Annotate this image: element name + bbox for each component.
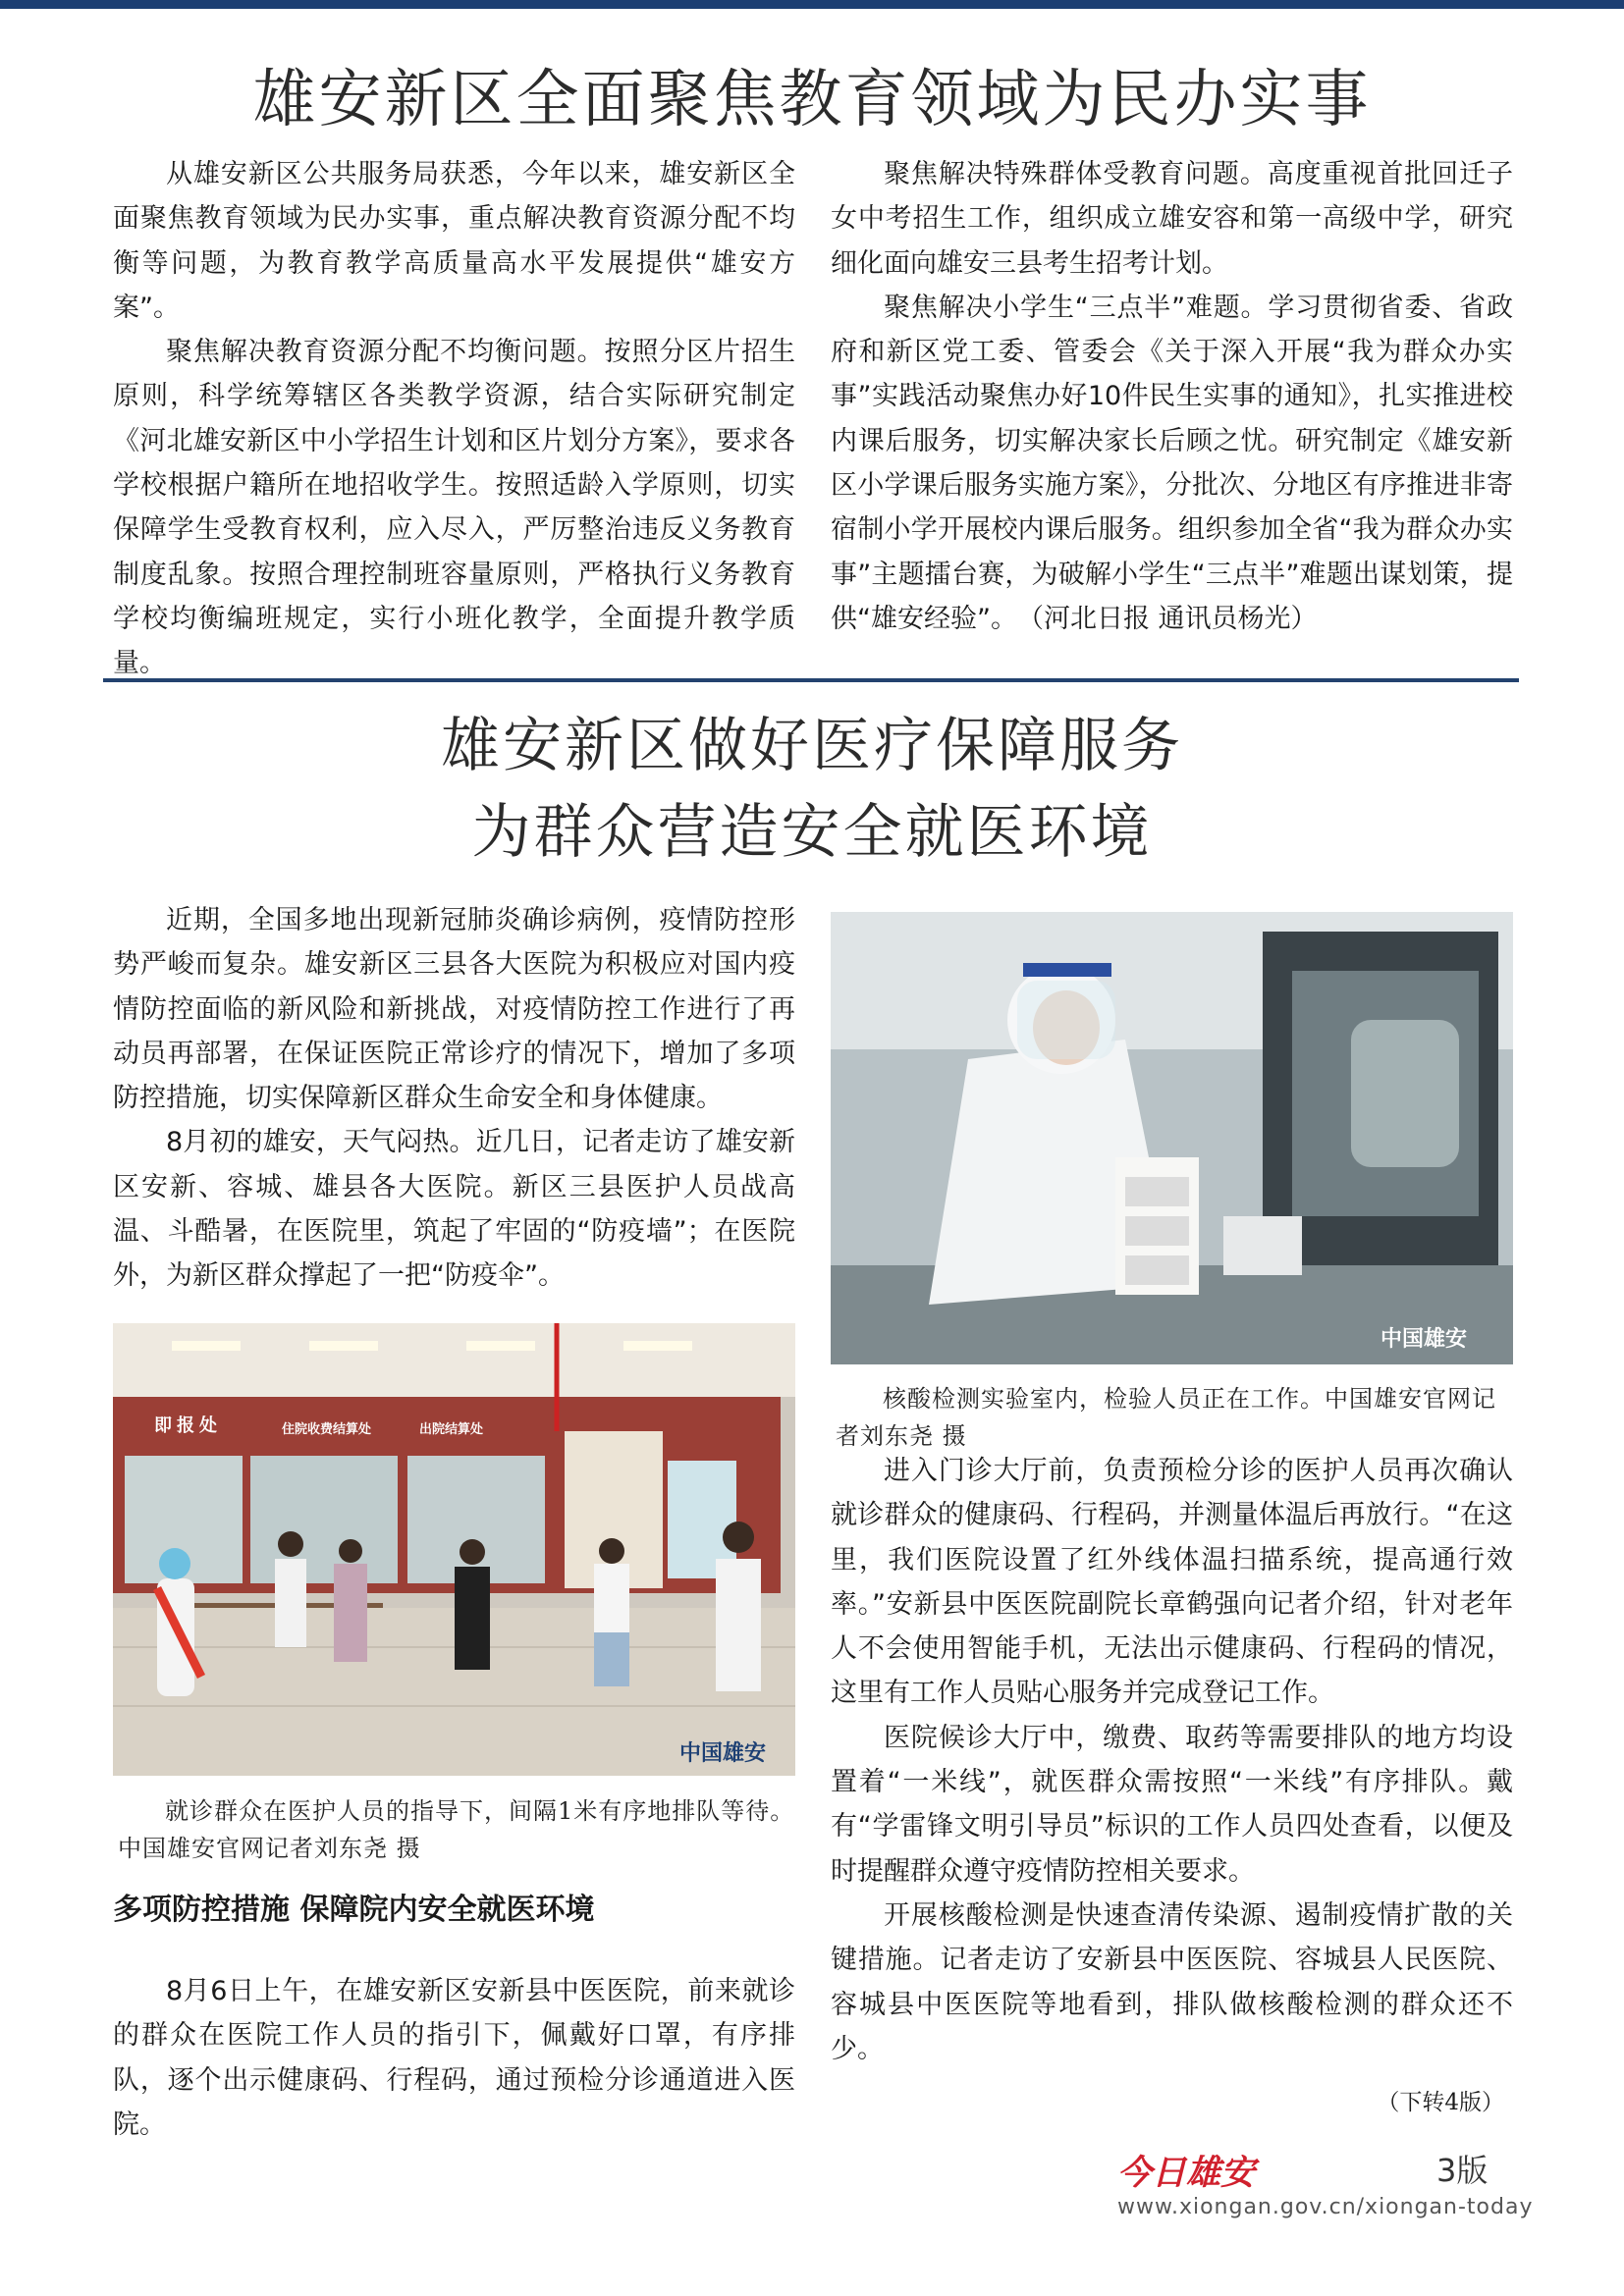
paragraph: 聚焦解决小学生“三点半”难题。学习贯彻省委、省政府和新区党工委、管委会《关于深入开展“我为群众办实事”实践活动聚焦办好10件民生实事的通知》，扎实推进校内课后服务，切实解决家长后顾之忧。研究制定《雄安新区小学课后服务实施方案》，分批次、分地区有序推进非寄宿制小学开展校内课后服务。组织参加全省“我为群众办实事”主题擂台赛，为破解小学生“三点半”难题出谋划策，提供“雄安经验”。 （河北日报 通讯员杨光）: [831, 292, 1513, 634]
article1-right-column: [831, 152, 1513, 641]
paragraph: 从雄安新区公共服务局获悉，今年以来，雄安新区全面聚焦教育领域为民办实事，重点解决教育资源分配不均衡等问题，为教育教学高质量高水平发展提供“雄安方案”。: [113, 159, 795, 323]
article2-left-column-bottom: [113, 1969, 795, 2147]
photo-caption: 就诊群众在医护人员的指导下，间隔1米有序地排队等待。中国雄安官网记者刘东尧 摄: [118, 1797, 795, 1862]
site-url[interactable]: www.xiongan.gov.cn/xiongan-today: [1117, 2195, 1534, 2219]
article2-left-column-top: [113, 898, 795, 1299]
photo-watermark: 中国雄安: [1380, 1326, 1468, 1351]
publication-logo: 今日雄安: [1117, 2153, 1256, 2193]
paragraph: 开展核酸检测是快速查清传染源、遏制疫情扩散的关键措施。记者走访了安新县中医医院、容城县人民医院、容城县中医医院等地看到，排队做核酸检测的群众还不少。: [831, 1899, 1513, 2064]
page-number: 3版: [1436, 2152, 1489, 2189]
photo-sign: 出院结算处: [419, 1421, 484, 1436]
paragraph: 聚焦解决特殊群体受教育问题。高度重视首批回迁子女中考招生工作，组织成立雄安容和第一高级中学，研究细化面向雄安三县考生招考计划。: [831, 159, 1513, 279]
photo-sign: 即 报 处: [154, 1415, 218, 1435]
section-subheading: 多项防控措施 保障院内安全就医环境: [113, 1893, 595, 1927]
top-color-bar: [0, 0, 1624, 9]
paragraph: 医院候诊大厅中，缴费、取药等需要排队的地方均设置着“一米线”，就医群众需按照“一米线”有序排队。戴有“学雷锋文明引导员”标识的工作人员四处查看，以便及时提醒群众遵守疫情防控相关要求。: [831, 1722, 1513, 1887]
photo-watermark: 中国雄安: [679, 1740, 767, 1765]
article1-title: 雄安新区全面聚焦教育领域为民办实事: [252, 64, 1372, 136]
continued-note: （下转4版）: [1377, 2090, 1504, 2115]
article2-title-line2: 为群众营造安全就医环境: [471, 798, 1153, 867]
section-divider: [103, 678, 1519, 682]
photo-sign: 住院收费结算处: [282, 1421, 372, 1436]
lab-worker-illustration: [831, 912, 1513, 1364]
paragraph: 进入门诊大厅前，负责预检分诊的医护人员再次确认就诊群众的健康码、行程码，并测量体温后再放行。“在这里，我们医院设置了红外线体温扫描系统，提高通行效率。”安新县中医医院副院长章鹤强向记者介绍，针对老年人不会使用智能手机，无法出示健康码、行程码的情况，这里有工作人员贴心服务并完成登记工作。: [831, 1456, 1513, 1709]
paragraph: 聚焦解决教育资源分配不均衡问题。按照分区片招生原则，科学统筹辖区各类教学资源，结合实际研究制定《河北雄安新区中小学招生计划和区片划分方案》，要求各学校根据户籍所在地招收学生。按照适龄入学原则，切实保障学生受教育权利，应入尽入，严厉整治违反义务教育制度乱象。按照合理控制班容量原则，严格执行义务教育学校均衡编班规定，实行小班化教学，全面提升教学质量。: [113, 337, 795, 679]
article1-left-column: [113, 152, 795, 686]
hospital-queue-photo: [113, 1323, 795, 1776]
photo-caption: 核酸检测实验室内，检验人员正在工作。中国雄安官网记者刘东尧 摄: [836, 1385, 1496, 1450]
paragraph: 8月6日上午，在雄安新区安新县中医医院，前来就诊的群众在医院工作人员的指引下，佩戴好口罩，有序排队，逐个出示健康码、行程码，通过预检分诊通道进入医院。: [113, 1976, 795, 2140]
article2-title-line1: 雄安新区做好医疗保障服务: [441, 712, 1183, 780]
paragraph: 近期，全国多地出现新冠肺炎确诊病例，疫情防控形势严峻而复杂。雄安新区三县各大医院为积极应对国内疫情防控面临的新风险和新挑战，对疫情防控工作进行了再动员再部署，在保证医院正常诊疗的情况下，增加了多项防控措施，切实保障新区群众生命安全和身体健康。: [113, 905, 795, 1114]
paragraph: 8月初的雄安，天气闷热。近几日，记者走访了雄安新区安新、容城、雄县各大医院。新区三县医护人员战高温、斗酷暑，在医院里，筑起了牢固的“防疫墙”；在医院外，为新区群众撑起了一把“防疫伞”。: [113, 1127, 795, 1292]
hospital-queue-illustration: [113, 1323, 795, 1776]
article2-right-column: [831, 1449, 1513, 2071]
lab-worker-photo: [831, 912, 1513, 1364]
